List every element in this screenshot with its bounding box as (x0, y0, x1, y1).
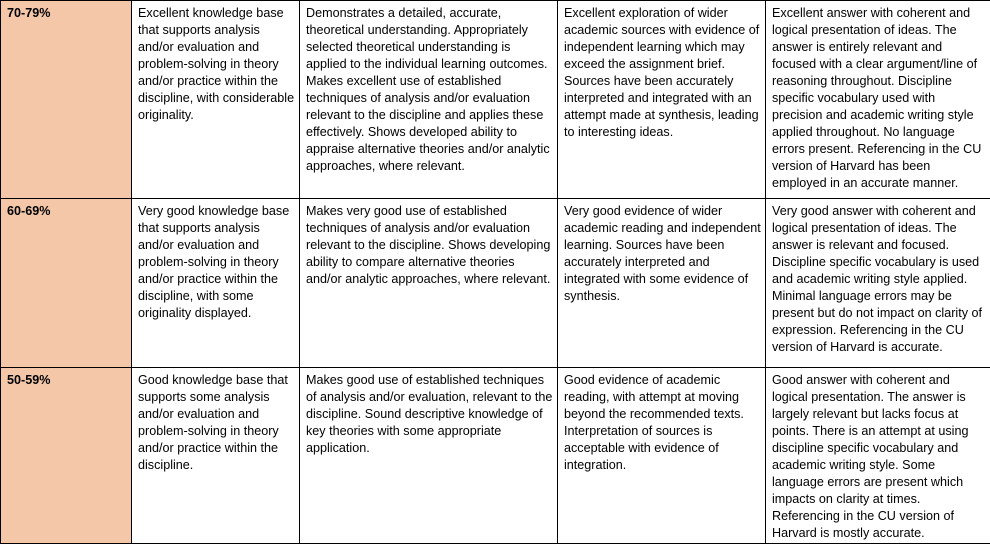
knowledge-cell (132, 368, 300, 544)
sources-cell (558, 199, 766, 368)
grade-band-cell (1, 368, 132, 544)
knowledge-text: Very good knowledge base that supports analysis and/or evaluation and problem-solving in theory and/or practice within the discipline, with some originality displayed. (138, 203, 295, 322)
understanding-text: Makes very good use of established techniques of analysis and/or evaluation relevant to the discipline. Shows developing ability to compare alternative theories and/or analytic approaches, where relevant. (306, 203, 553, 288)
presentation-cell (766, 368, 990, 544)
presentation-cell (766, 199, 990, 368)
table-row (1, 199, 990, 368)
sources-text: Good evidence of academic reading, with attempt at moving beyond the recommended texts. Interpretation of sources is acceptable with evidence of integration. (564, 372, 761, 474)
presentation-cell (766, 1, 990, 199)
grade-band-cell (1, 199, 132, 368)
sources-cell (558, 368, 766, 544)
grade-band-label: 70-79% (7, 6, 50, 20)
knowledge-cell (132, 199, 300, 368)
grade-band-label: 50-59% (7, 373, 50, 387)
understanding-cell (300, 368, 558, 544)
table-row (1, 1, 990, 199)
understanding-cell (300, 199, 558, 368)
grade-band-label: 60-69% (7, 204, 50, 218)
presentation-text: Excellent answer with coherent and logical presentation of ideas. The answer is entirely relevant and focused with a clear argument/line of reasoning throughout. Discipline specific vocabulary used with precision and academic writing style applied throughout. No language errors present. Referencing in the CU version of Harvard has been employed in an accurate manner. (772, 5, 986, 192)
presentation-text: Good answer with coherent and logical presentation. The answer is largely relevant but lacks focus at points. There is an attempt at using discipline specific vocabulary and academic writing style. Some language errors are present which impacts on clarity at times. Referencing in the CU version of Harvard is mostly accurate. (772, 372, 986, 542)
knowledge-cell (132, 1, 300, 199)
grade-band-cell (1, 1, 132, 199)
presentation-text: Very good answer with coherent and logical presentation of ideas. The answer is relevant and focused. Discipline specific vocabulary is used and academic writing style applied. Minimal language errors may be present but do not impact on clarity of expression. Referencing in the CU version of Harvard is accurate. (772, 203, 986, 356)
sources-cell (558, 1, 766, 199)
sources-text: Excellent exploration of wider academic sources with evidence of independent learning which may exceed the assignment brief. Sources have been accurately interpreted and integrated with an attempt made at synthesis, leading to interesting ideas. (564, 5, 761, 141)
knowledge-text: Good knowledge base that supports some analysis and/or evaluation and problem-solving in theory and/or practice within the discipline. (138, 372, 295, 474)
understanding-text: Demonstrates a detailed, accurate, theoretical understanding. Appropriately selected theoretical understanding is applied to the individual learning outcomes. Makes excellent use of established techniques of analysis and/or evaluation relevant to the discipline and applies these effectively. Shows developed ability to appraise alternative theories and/or analytic approaches, where relevant. (306, 5, 553, 175)
understanding-cell (300, 1, 558, 199)
knowledge-text: Excellent knowledge base that supports analysis and/or evaluation and problem-solving in theory and/or practice within the discipline, with considerable originality. (138, 5, 295, 124)
table-row (1, 368, 990, 544)
understanding-text: Makes good use of established techniques of analysis and/or evaluation, relevant to the discipline. Sound descriptive knowledge of key theories with some appropriate application. (306, 372, 553, 457)
sources-text: Very good evidence of wider academic reading and independent learning. Sources have been accurately interpreted and integrated with some evidence of synthesis. (564, 203, 761, 305)
